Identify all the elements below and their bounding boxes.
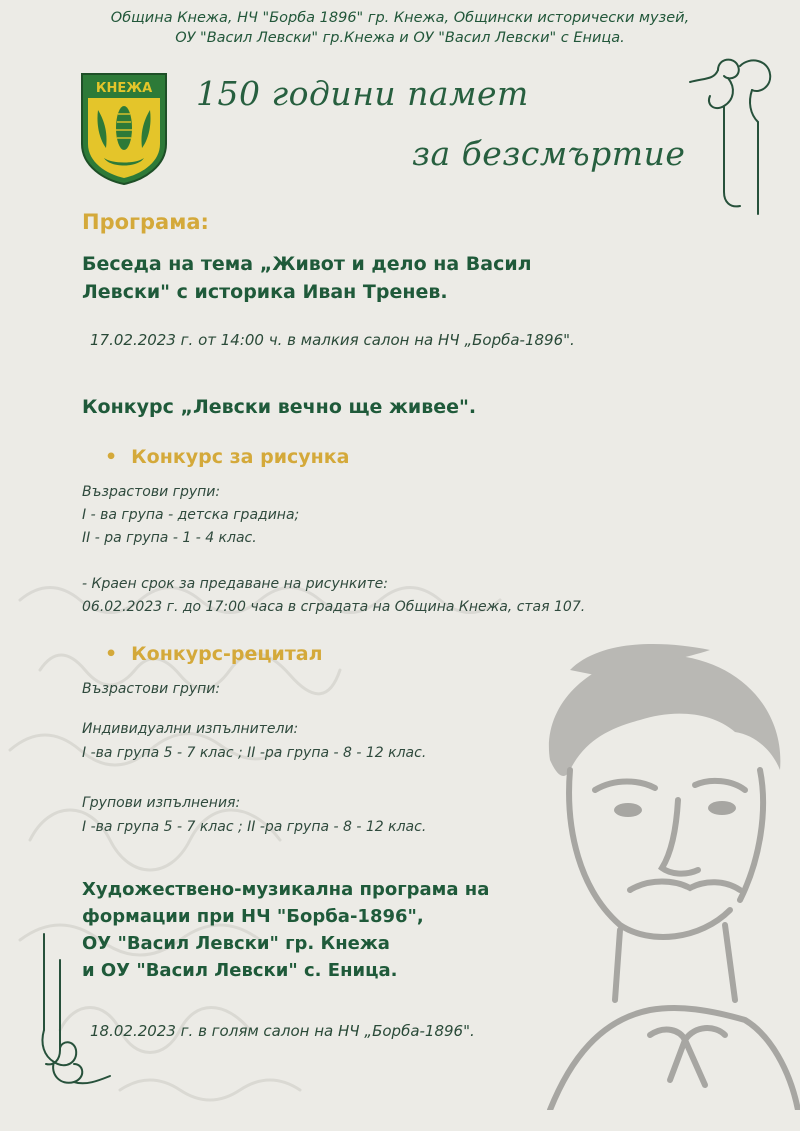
lecture-date: 17.02.2023 г. от 14:00 ч. в малкия салон на НЧ „Борба-1896". <box>90 331 575 349</box>
bullet-icon: • <box>105 446 118 468</box>
crest-text: КНЕЖА <box>95 81 153 96</box>
performance-line-2: формации при НЧ "Борба-1896", <box>82 906 424 927</box>
lecture-line-1: Беседа на тема „Живот и дело на Васил <box>82 253 532 275</box>
title-line-1: 150 години памет <box>196 74 529 113</box>
performance-program <box>82 876 602 984</box>
organizers-line-1: Община Кнежа, НЧ "Борба 1896" гр. Кнежа, Общински исторически музей, <box>110 10 690 26</box>
title-line-2: за безсмъртие <box>412 134 686 173</box>
drawing-contest-heading-text: Конкурс за рисунка <box>131 446 350 468</box>
bullet-icon: • <box>105 643 118 665</box>
recital-groups-label: Възрастови групи: <box>82 681 221 697</box>
performance-line-1: Художествено-музикална програма на <box>82 879 490 900</box>
program-label: Програма: <box>82 210 209 234</box>
recital-individual-groups: I -ва група 5 - 7 клас ; II -ра група - 8 - 12 клас. <box>82 745 427 761</box>
drawing-groups-label: Възрастови групи: <box>82 484 221 500</box>
recital-group-label: Групови изпълнения: <box>82 795 241 811</box>
performance-date: 18.02.2023 г. в голям салон на НЧ „Борба-1896". <box>90 1022 475 1040</box>
drawing-group-1: I - ва група - детска градина; <box>82 507 300 523</box>
lecture-title <box>82 250 642 306</box>
contest-title: Конкурс „Левски вечно ще живее". <box>82 396 477 418</box>
lecture-line-2: Левски" с историка Иван Тренев. <box>82 281 448 303</box>
recital-contest-heading-text: Конкурс-рецитал <box>131 643 323 665</box>
drawing-deadline-label: - Краен срок за предаване на рисунките: <box>82 576 388 592</box>
organizers-line-2: ОУ "Васил Левски" гр.Кнежа и ОУ "Васил Левски" с Еница. <box>175 30 625 46</box>
drawing-group-2: II - ра група - 1 - 4 клас. <box>82 530 257 546</box>
performance-line-3: ОУ "Васил Левски" гр. Кнежа <box>82 933 390 954</box>
recital-contest-heading <box>105 643 323 665</box>
recital-individual-label: Индивидуални изпълнители: <box>82 721 299 737</box>
recital-group-groups: I -ва група 5 - 7 клас ; II -ра група - 8 - 12 клас. <box>82 819 427 835</box>
drawing-contest-heading <box>105 446 350 468</box>
performance-line-4: и ОУ "Васил Левски" с. Еница. <box>82 960 398 981</box>
drawing-deadline: 06.02.2023 г. до 17:00 часа в сградата на Община Кнежа, стая 107. <box>82 599 586 615</box>
